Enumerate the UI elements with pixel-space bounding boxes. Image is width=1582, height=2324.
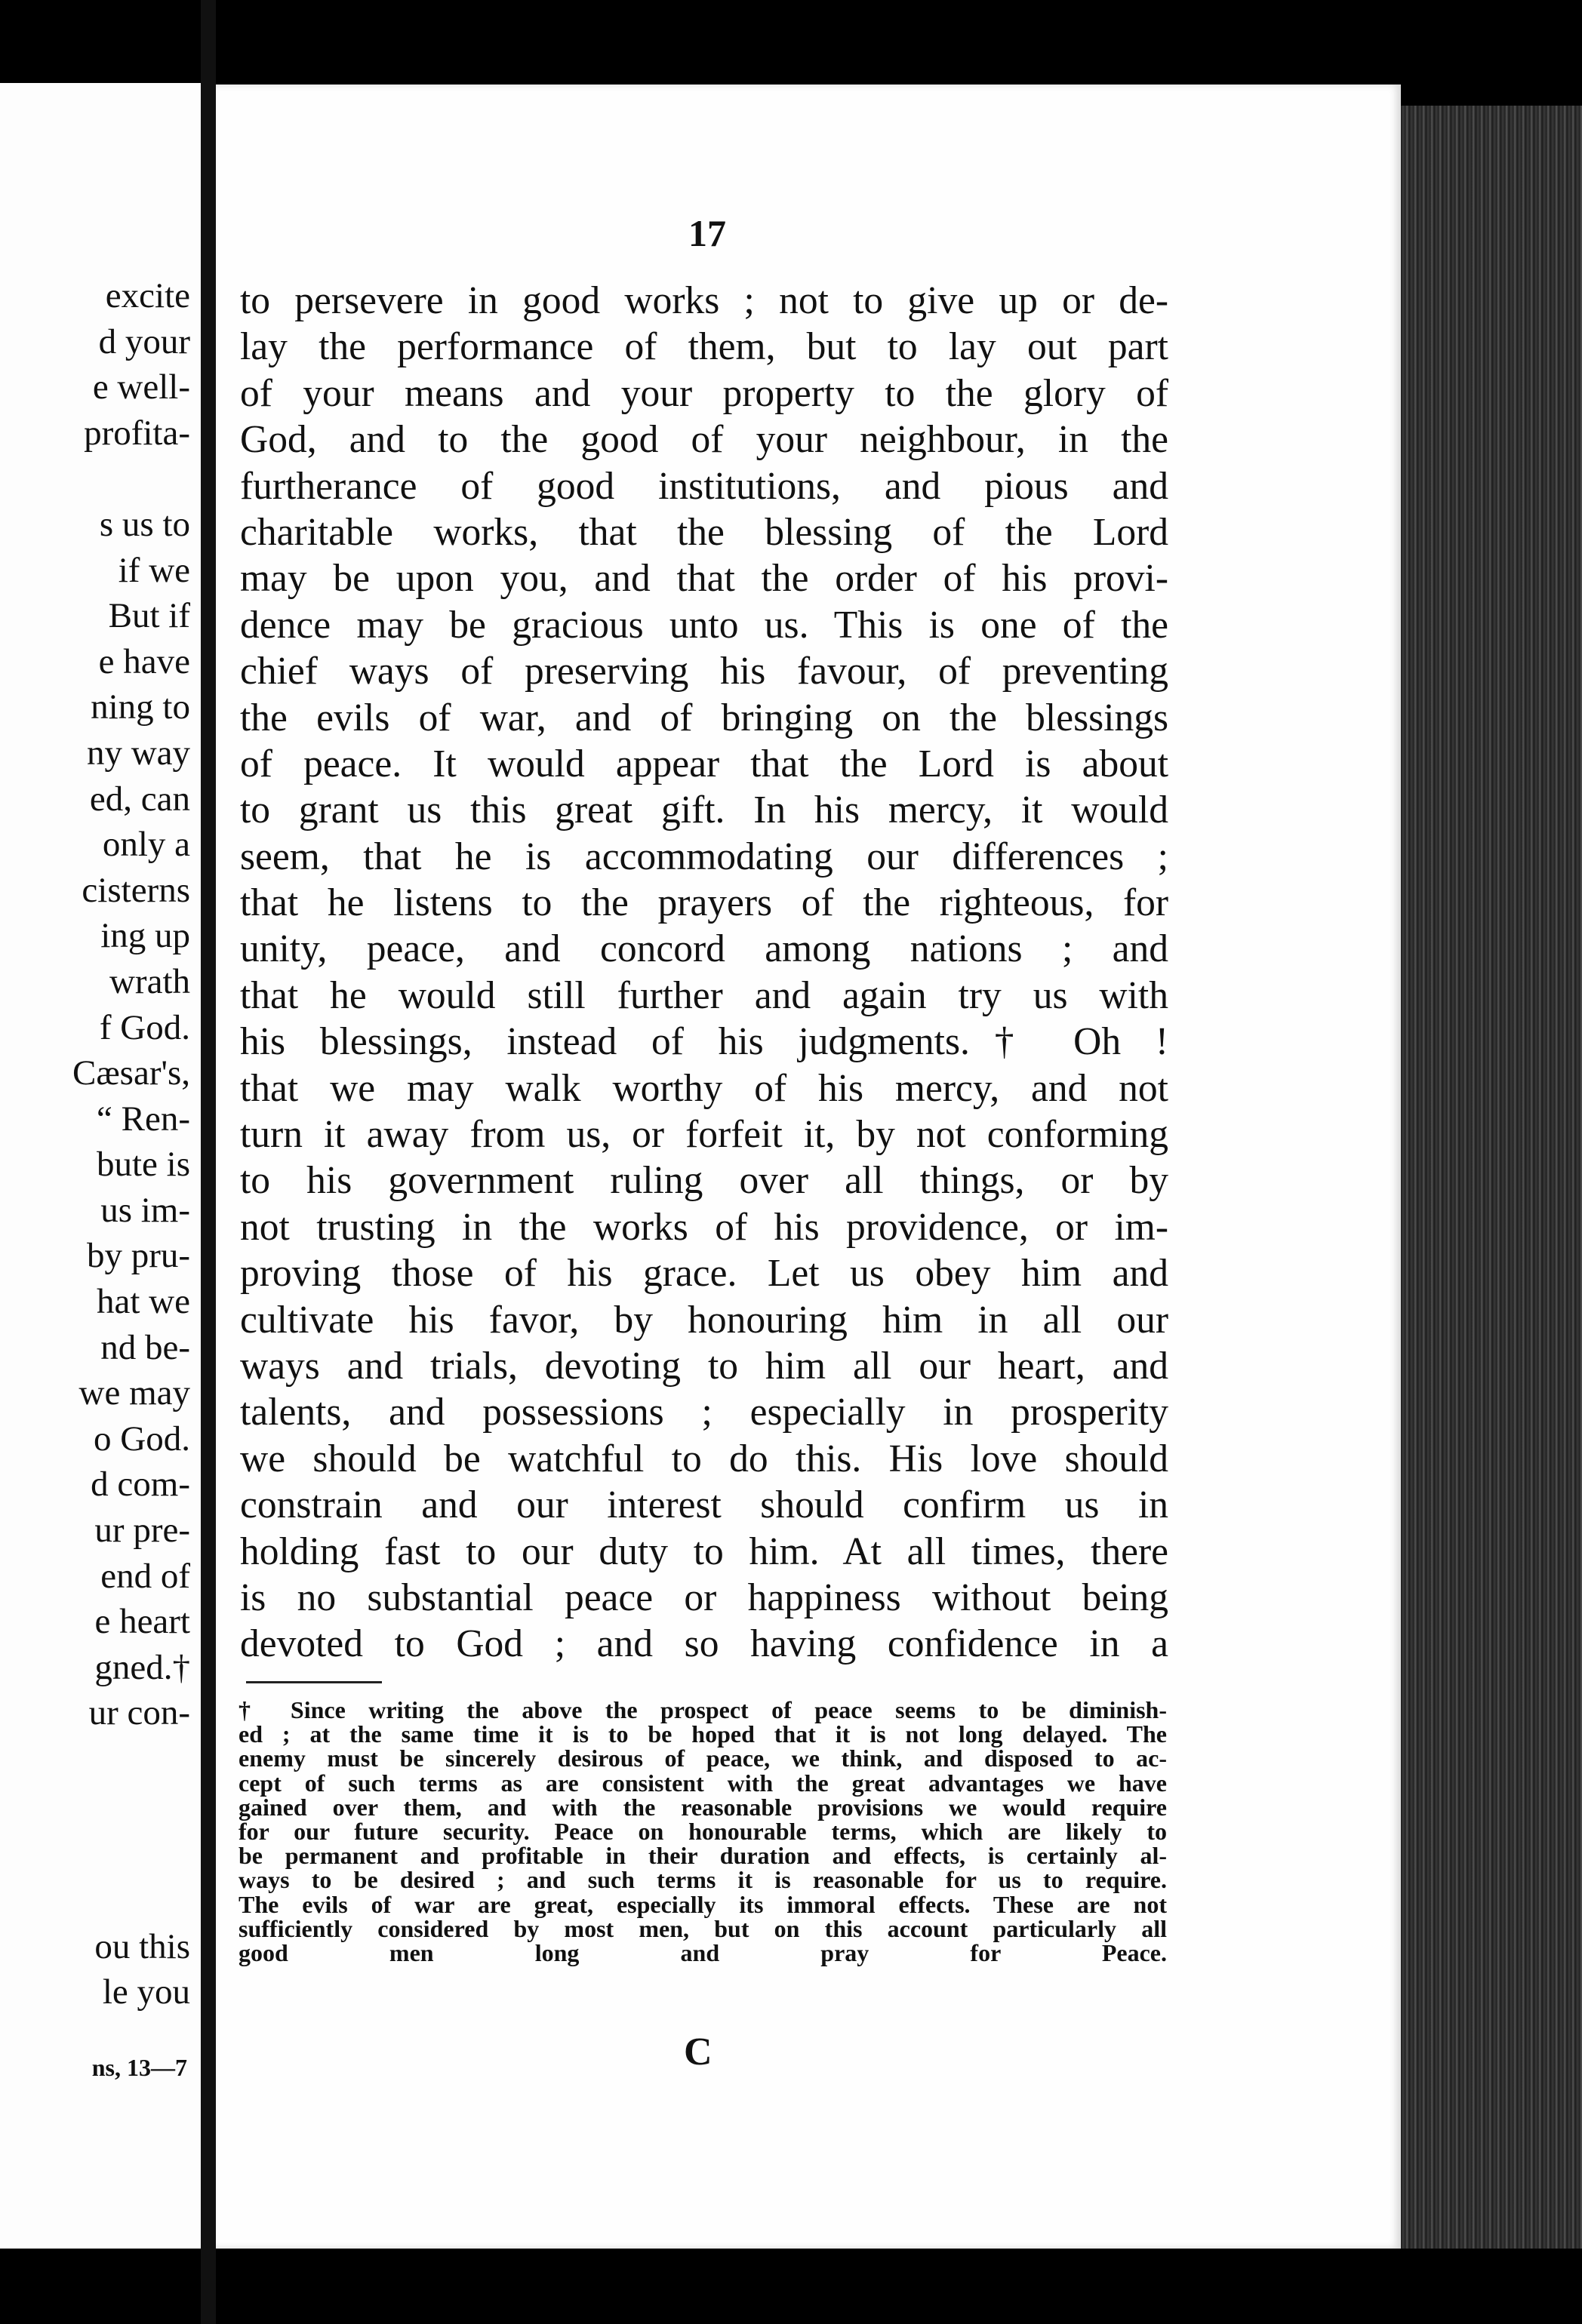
left-page-line: ed, can xyxy=(89,779,190,819)
footnote-line: The evils of war are great, especially its immoral effects. These are not xyxy=(239,1890,1167,1918)
body-line: proving those of his grace. Let us obey him and xyxy=(240,1252,1168,1296)
left-page-line: ny way xyxy=(86,733,190,773)
body-line: of your means and your property to the glory of xyxy=(240,371,1168,415)
left-page-line: we may xyxy=(78,1373,190,1413)
body-line: the evils of war, and of bringing on the blessings xyxy=(240,696,1168,739)
body-line: turn it away from us, or forfeit it, by not conforming xyxy=(240,1113,1168,1157)
left-page-line: bute is xyxy=(96,1145,190,1185)
footnote-line: sufficiently considered by most men, but on this account particularly all xyxy=(239,1914,1167,1942)
page-edges xyxy=(1401,106,1582,2249)
left-page-line: nd be- xyxy=(100,1327,190,1367)
left-page-line: o God. xyxy=(94,1419,190,1459)
body-line: to grant us this great gift. In his mercy, it would xyxy=(240,788,1168,832)
footnote-line: ed ; at the same time it is to be hoped that it is not long delayed. The xyxy=(239,1720,1167,1748)
body-line: unity, peace, and concord among nations ; and xyxy=(240,927,1168,971)
left-page-line: But if xyxy=(108,596,190,636)
left-page-line: only a xyxy=(102,825,190,865)
footnote-line: cept of such terms as are consistent with the great advantages we have xyxy=(239,1769,1167,1797)
body-line: cultivate his favor, by honouring him in all our xyxy=(240,1298,1168,1342)
body-line: talents, and possessions ; especially in prosperity xyxy=(240,1391,1168,1434)
left-page-text xyxy=(72,273,190,1736)
body-line: devoted to God ; and so having confidence in a xyxy=(240,1622,1168,1666)
footnote-line: † Since writing the above the prospect of peace seems to be diminish- xyxy=(239,1696,1167,1723)
left-page-line: e have xyxy=(98,641,190,681)
body-text xyxy=(240,278,1168,1668)
left-page-line: ur pre- xyxy=(94,1511,190,1551)
body-line: of peace. It would appear that the Lord is about xyxy=(240,742,1168,785)
left-page-line: e heart xyxy=(94,1602,190,1642)
left-page-line: “ Ren- xyxy=(97,1099,190,1139)
left-page-line: end of xyxy=(100,1556,190,1596)
body-line: constrain and our interest should confirm us in xyxy=(240,1483,1168,1527)
body-line: that he would still further and again try us with xyxy=(240,973,1168,1017)
left-page-line: wrath xyxy=(109,961,190,1001)
left-page-line: d your xyxy=(98,321,190,361)
left-page-line: cisterns xyxy=(82,870,190,910)
footnote xyxy=(239,1698,1167,1965)
body-line: not trusting in the works of his providence, or im- xyxy=(240,1205,1168,1249)
left-page-line: s us to xyxy=(99,504,190,544)
left-page-line: if we xyxy=(118,550,190,590)
page-number: 17 xyxy=(688,212,726,254)
body-line: lay the performance of them, but to lay out part xyxy=(240,325,1168,369)
left-page-line: gned.† xyxy=(94,1647,190,1687)
body-line: chief ways of preserving his favour, of preventing xyxy=(240,650,1168,693)
body-line: furtherance of good institutions, and pious and xyxy=(240,464,1168,508)
body-line: to his government ruling over all things, or by xyxy=(240,1159,1168,1203)
body-line: holding fast to our duty to him. At all times, there xyxy=(240,1529,1168,1573)
book-gutter xyxy=(201,0,216,2324)
left-page-line: profita- xyxy=(84,413,190,453)
body-line: his blessings, instead of his judgments.† Oh ! xyxy=(240,1020,1168,1064)
body-line: charitable works, that the blessing of the Lord xyxy=(240,510,1168,554)
body-line: we should be watchful to do this. His love should xyxy=(240,1437,1168,1480)
left-page-line: us im- xyxy=(100,1190,190,1230)
left-page-footer-line: ou this xyxy=(94,1927,190,1966)
body-line: that he listens to the prayers of the righteous, for xyxy=(240,881,1168,925)
body-line: is no substantial peace or happiness without being xyxy=(240,1575,1168,1619)
left-page-line: e well- xyxy=(92,367,190,407)
signature-mark: C xyxy=(684,2030,713,2073)
footnote-rule xyxy=(246,1681,382,1683)
body-line: may be upon you, and that the order of his provi- xyxy=(240,557,1168,601)
left-page-line: ing up xyxy=(100,916,190,956)
left-page-line: ur con- xyxy=(88,1693,190,1733)
left-page-line: hat we xyxy=(97,1282,190,1322)
left-page-line: Cæsar's, xyxy=(72,1053,190,1093)
footnote-line: for our future security. Peace on honourable terms, which are likely to xyxy=(239,1817,1167,1845)
left-page-citation: ns, 13—7 xyxy=(91,2054,187,2081)
body-line: that we may walk worthy of his mercy, and not xyxy=(240,1066,1168,1110)
body-line: dence may be gracious unto us. This is one of the xyxy=(240,603,1168,647)
footnote-line: good men long and pray for Peace. xyxy=(239,1938,1167,1966)
left-page-footer-text xyxy=(94,1924,190,2015)
left-page-footer-line: le you xyxy=(102,1972,190,2012)
body-line: God, and to the good of your neighbour, in the xyxy=(240,418,1168,462)
left-page-line: ning to xyxy=(91,687,190,727)
footnote-line: be permanent and profitable in their duration and effects, is certainly al- xyxy=(239,1842,1167,1870)
footnote-line: enemy must be sincerely desirous of peace, we think, and disposed to ac- xyxy=(239,1745,1167,1772)
left-page-line: f God. xyxy=(99,1007,190,1047)
footnote-line: gained over them, and with the reasonable provisions we would require xyxy=(239,1793,1167,1821)
left-page-line: excite xyxy=(105,276,190,315)
left-page-fragment xyxy=(0,83,201,2249)
body-line: to persevere in good works ; not to give up or de- xyxy=(240,279,1168,322)
footnote-line: ways to be desired ; and such terms it is reasonable for us to require. xyxy=(239,1866,1167,1894)
body-line: seem, that he is accommodating our differences ; xyxy=(240,835,1168,878)
left-page-line: by pru- xyxy=(86,1236,190,1276)
left-page-line: d com- xyxy=(91,1465,190,1505)
body-line: ways and trials, devoting to him all our heart, and xyxy=(240,1344,1168,1388)
